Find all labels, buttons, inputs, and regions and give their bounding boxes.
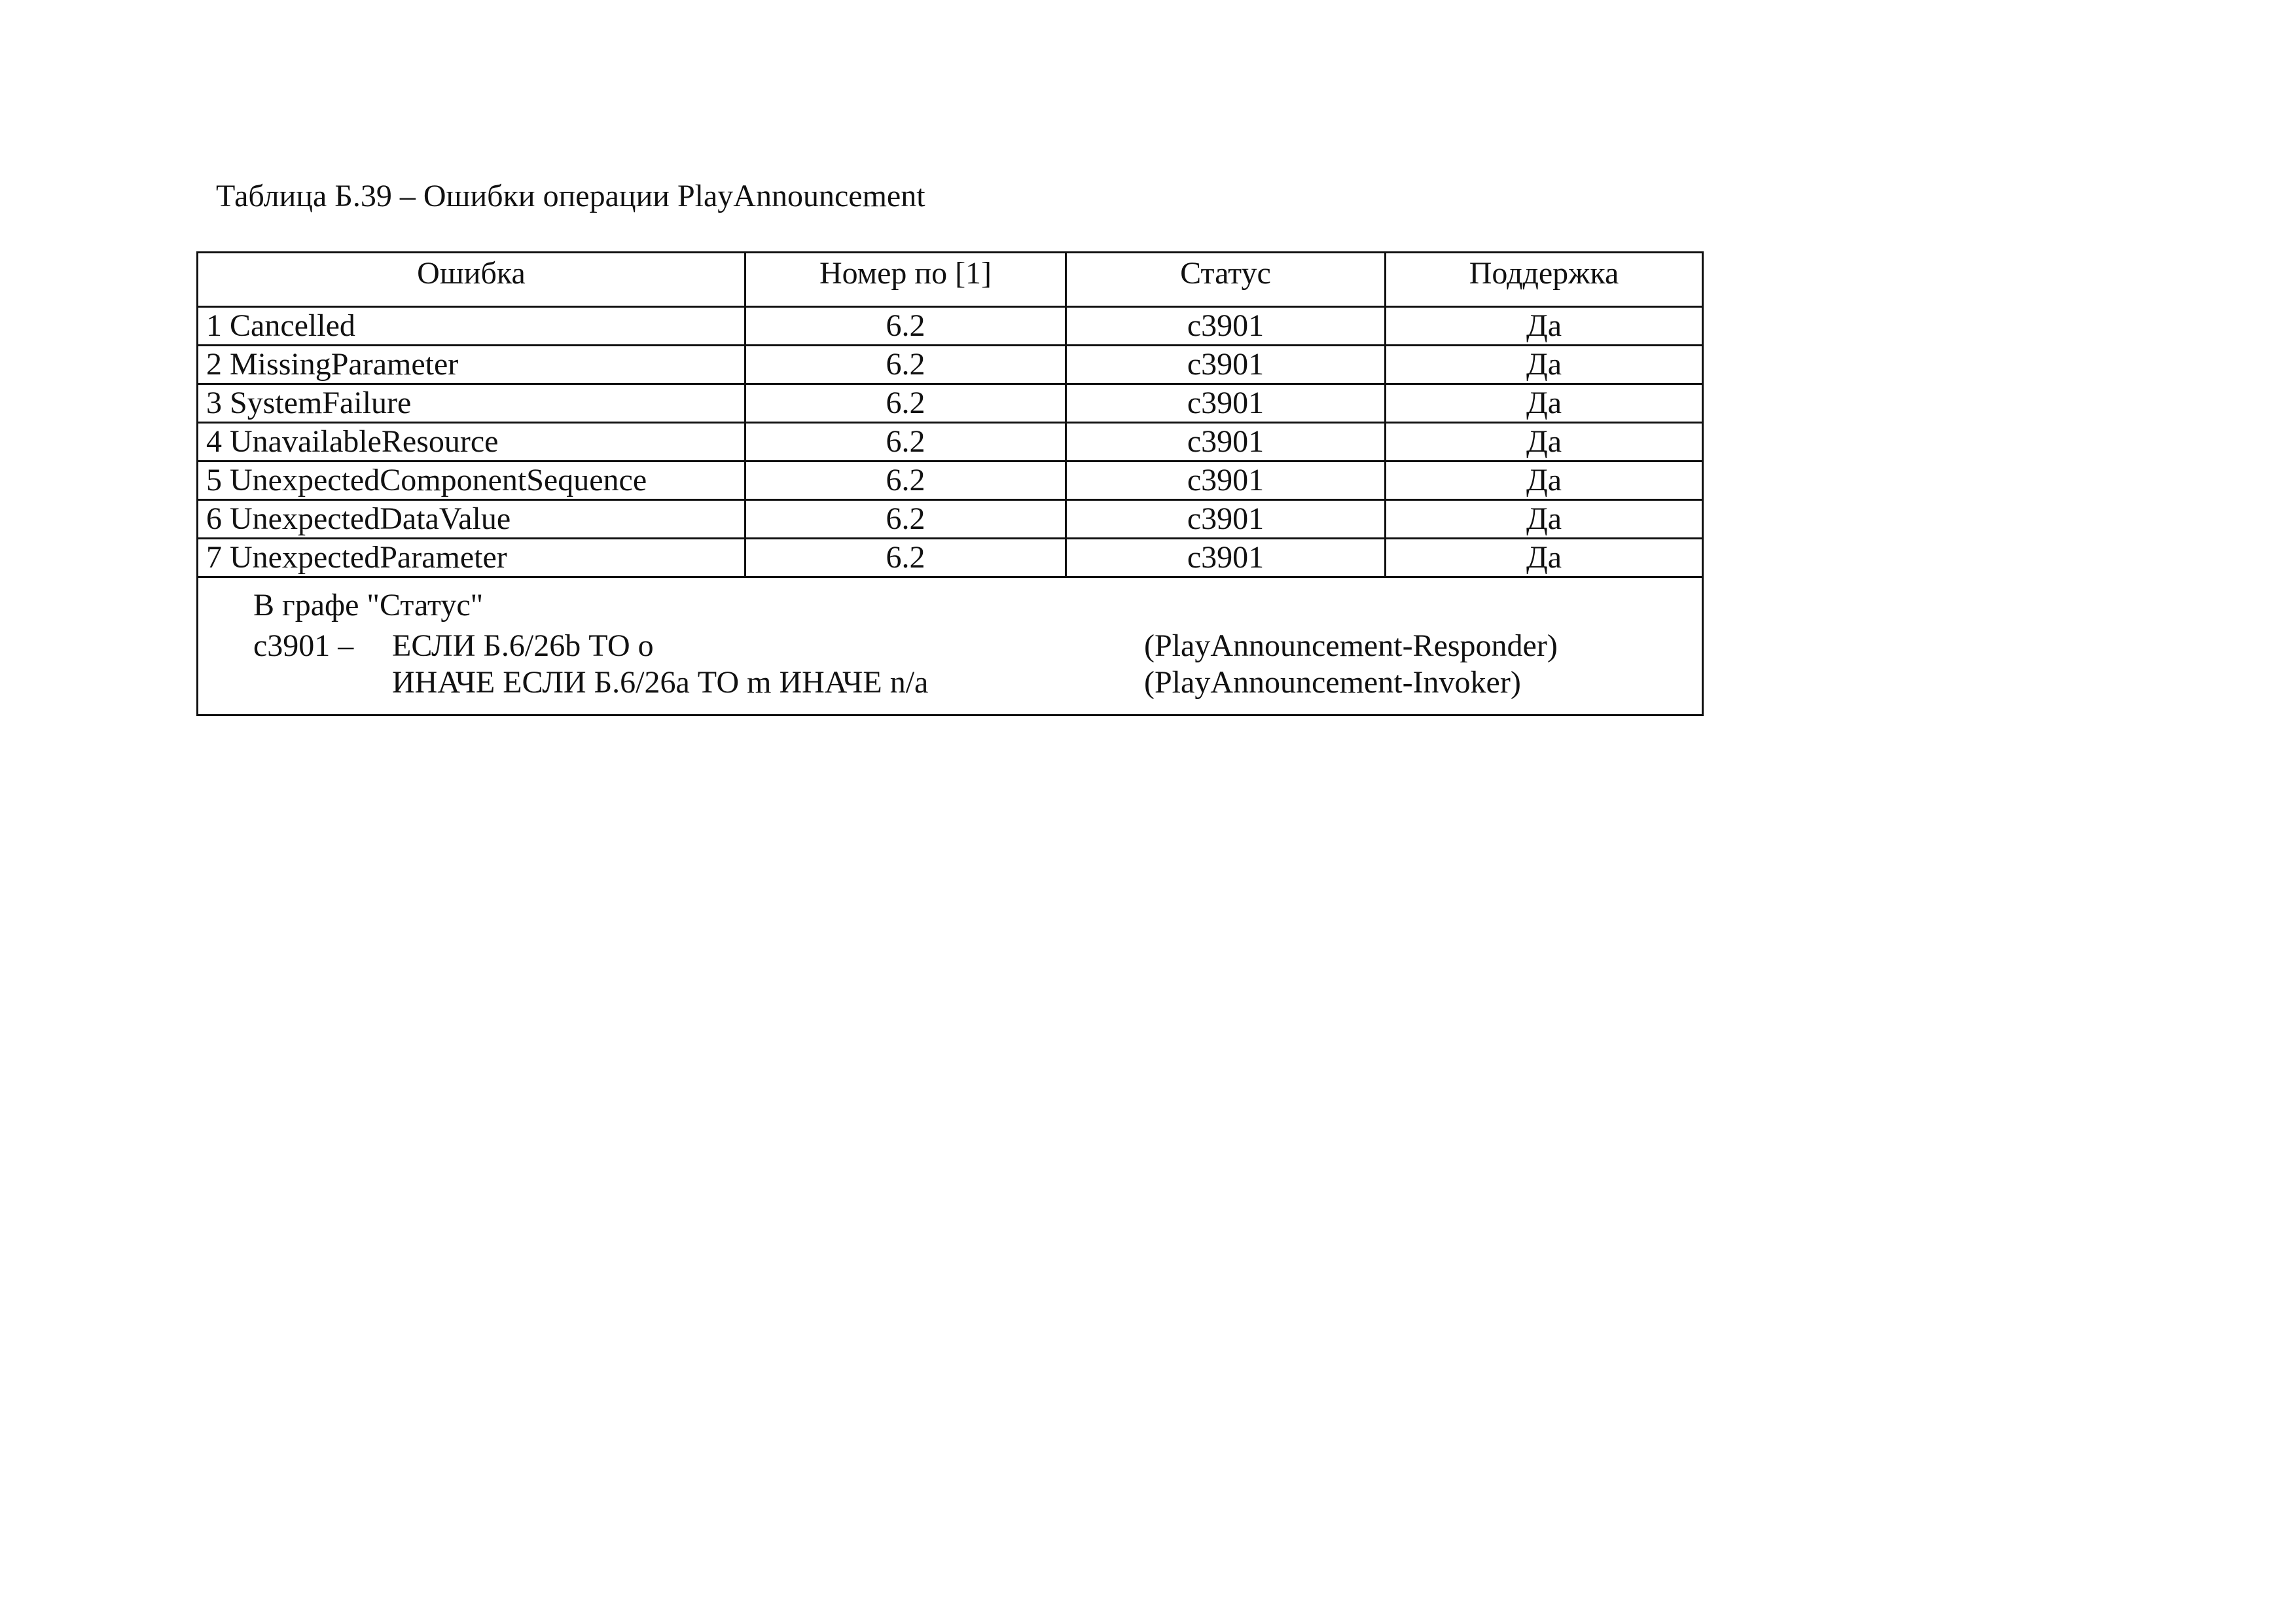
status-cell: c3901 <box>1066 346 1386 384</box>
support-cell: Да <box>1386 346 1703 384</box>
support-cell: Да <box>1386 423 1703 461</box>
number-cell: 6.2 <box>745 346 1066 384</box>
note-condition-line-1: ЕСЛИ Б.6/26b ТО o <box>392 628 654 663</box>
status-cell: c3901 <box>1066 539 1386 577</box>
table-row <box>198 461 1703 500</box>
number-cell: 6.2 <box>745 307 1066 346</box>
header-support: Поддержка <box>1386 253 1703 307</box>
note-condition-line-2: ИНАЧЕ ЕСЛИ Б.6/26a ТО m ИНАЧЕ n/a <box>392 665 929 700</box>
table-row <box>198 307 1703 346</box>
status-cell: c3901 <box>1066 307 1386 346</box>
header-error: Ошибка <box>198 253 745 307</box>
support-cell: Да <box>1386 384 1703 423</box>
number-cell: 6.2 <box>745 384 1066 423</box>
error-name-cell: 2 MissingParameter <box>198 346 745 384</box>
error-name-cell: 4 UnavailableResource <box>198 423 745 461</box>
note-role-invoker: (PlayAnnouncement-Invoker) <box>1144 665 1521 700</box>
table-caption: Таблица Б.39 – Ошибки операции PlayAnnouncement <box>216 179 925 213</box>
number-cell: 6.2 <box>745 461 1066 500</box>
number-cell: 6.2 <box>745 423 1066 461</box>
support-cell: Да <box>1386 500 1703 539</box>
error-name-cell: 5 UnexpectedComponentSequence <box>198 461 745 500</box>
note-condition-code: c3901 – <box>253 628 354 663</box>
header-status: Статус <box>1066 253 1386 307</box>
support-cell: Да <box>1386 461 1703 500</box>
error-name-cell: 6 UnexpectedDataValue <box>198 500 745 539</box>
note-title: В графе "Статус" <box>253 588 484 623</box>
error-name-cell: 7 UnexpectedParameter <box>198 539 745 577</box>
errors-table <box>196 251 1704 716</box>
status-note-cell <box>198 577 1703 715</box>
note-role-responder: (PlayAnnouncement-Responder) <box>1144 628 1558 663</box>
table-row <box>198 423 1703 461</box>
error-name-cell: 1 Cancelled <box>198 307 745 346</box>
table-row <box>198 539 1703 577</box>
header-number: Номер по [1] <box>745 253 1066 307</box>
status-cell: c3901 <box>1066 500 1386 539</box>
number-cell: 6.2 <box>745 539 1066 577</box>
error-name-cell: 3 SystemFailure <box>198 384 745 423</box>
table-row <box>198 384 1703 423</box>
status-cell: c3901 <box>1066 461 1386 500</box>
table-row <box>198 500 1703 539</box>
note-row <box>198 577 1703 715</box>
table-header-row <box>198 253 1703 307</box>
status-cell: c3901 <box>1066 423 1386 461</box>
status-cell: c3901 <box>1066 384 1386 423</box>
number-cell: 6.2 <box>745 500 1066 539</box>
support-cell: Да <box>1386 539 1703 577</box>
table-row <box>198 346 1703 384</box>
support-cell: Да <box>1386 307 1703 346</box>
